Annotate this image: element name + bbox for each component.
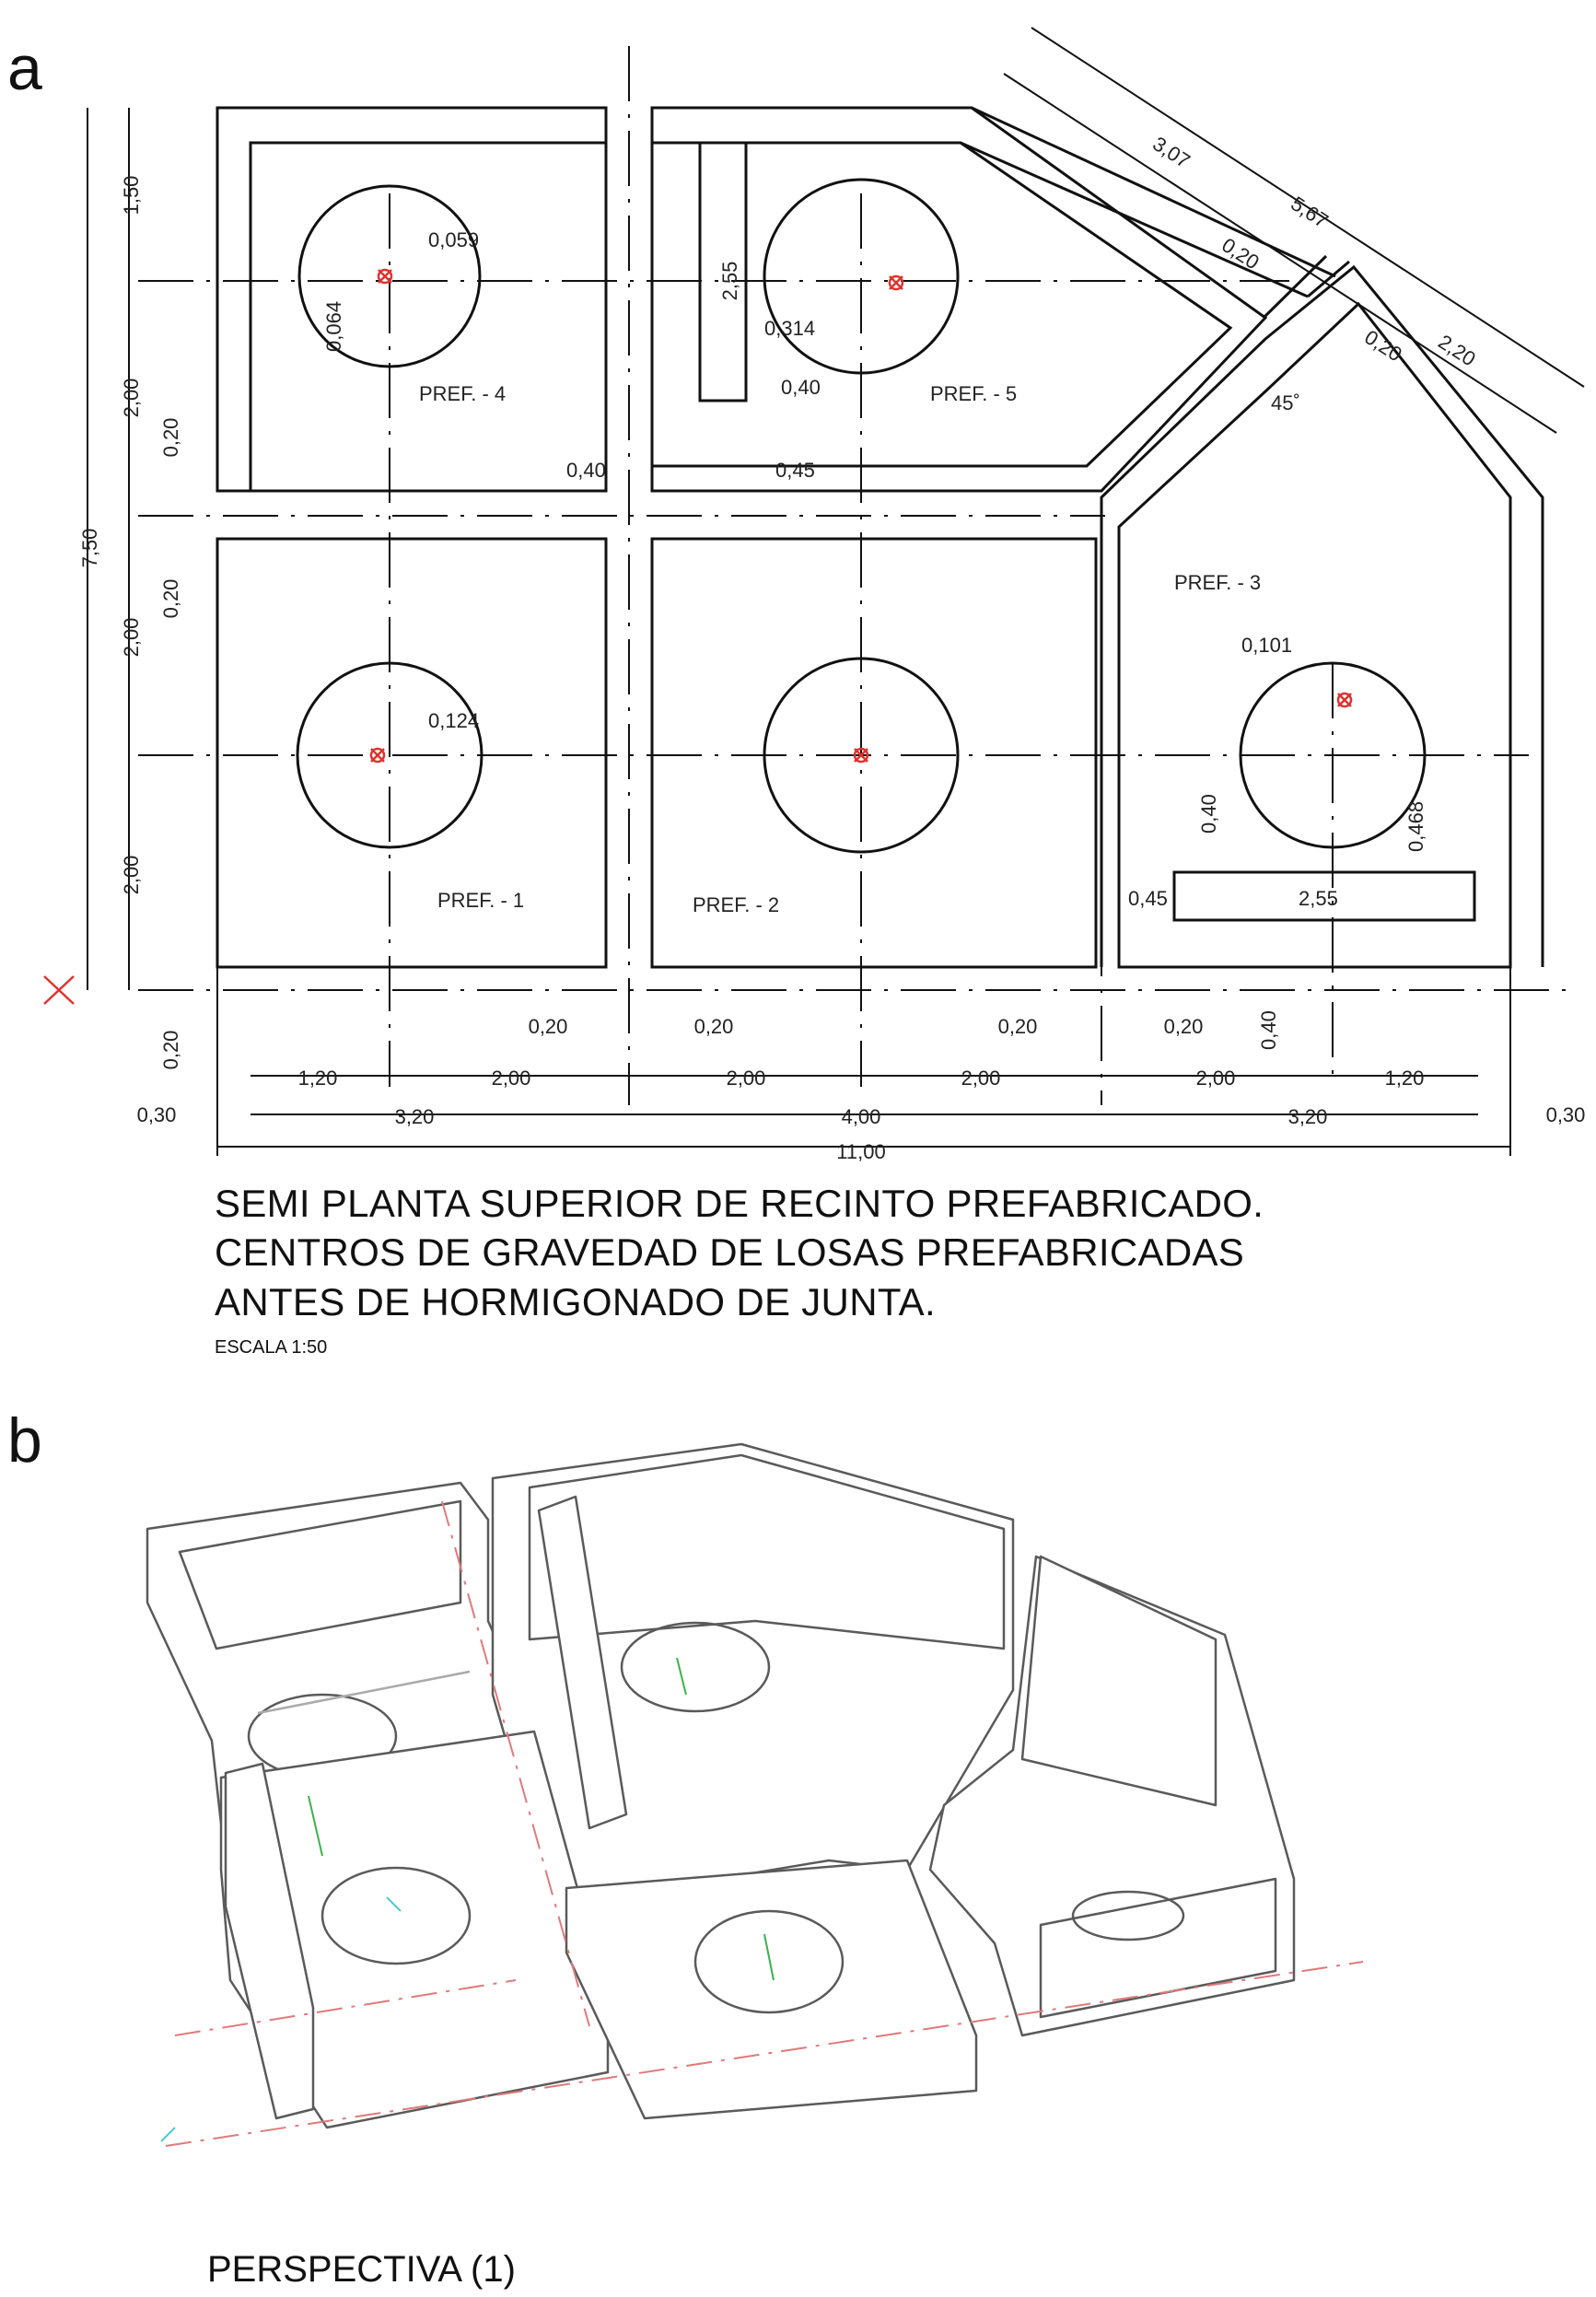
title-line-2: CENTROS DE GRAVEDAD DE LOSAS PREFABRICADAS [215,1230,1245,1274]
dim-pref3-bottom-offset: 0,40 [1257,1010,1280,1050]
dim-pref3-wall-offset: 0,45 [1128,887,1168,910]
label-pref2: PREF. - 2 [693,893,780,916]
dim-edge-left: 0,30 [136,1103,177,1126]
dim-cg-pref3-y: 0,468 [1404,800,1427,852]
origin-marker [44,976,74,1004]
dim-overall-width: 11,00 [836,1140,886,1163]
dim-bm-1: 2,00 [961,1067,1001,1090]
dim-cg-pref4-y: 0,064 [322,300,345,352]
title-line-3: ANTES DE HORMIGONADO DE JUNTA. [215,1280,936,1323]
dim-bl-0: 1,20 [297,1067,338,1090]
dim-cg-pref3-x: 0,101 [1241,634,1293,657]
pref5-back-wall [530,1455,1004,1649]
perspective-drawing [0,1391,1596,2238]
dim-wall-length: 2,55 [718,261,741,301]
dim-cg-pref5: 0,314 [764,317,816,340]
dim-span-left: 3,20 [394,1105,435,1128]
dim-pref3-wall-length: 2,55 [1299,887,1338,910]
panel-a-letter: a [7,33,42,103]
dim-left-v3: 2,00 [120,855,143,895]
dim-cg-pref4-x: 0,059 [428,228,480,251]
pref3-outer [1119,304,1510,967]
dim-joint-2: 0,20 [997,1015,1038,1038]
pref2-body [566,1860,976,2118]
pref5-inner [652,143,1230,466]
dim-span-mid: 4,00 [841,1105,881,1128]
dim-diagonal-upper: 3,07 [1148,132,1194,173]
pref1-cg-marker [371,749,384,762]
pref4-cg-marker [379,270,391,283]
dim-bm-0: 2,00 [726,1067,766,1090]
dim-left-j0: 0,20 [159,417,182,458]
title-line-1: SEMI PLANTA SUPERIOR DE RECINTO PREFABRICADO. [215,1182,1264,1225]
dim-cg-pref1: 0,124 [428,709,480,732]
scale-label: ESCALA 1:50 [215,1337,328,1358]
pref4-outer [217,108,606,491]
dim-diagonal-joint-b: 0,20 [1360,325,1406,367]
dim-left-v2: 2,00 [120,617,143,658]
dim-diagonal-lower: 2,20 [1434,330,1480,371]
dim-bl-1: 2,00 [491,1067,531,1090]
dim-wall-thickness-top: 0,40 [566,459,606,482]
dim-left-v1: 2,00 [120,378,143,418]
dim-wall-offset-side: 0,45 [775,459,815,482]
panel-b-letter: b [7,1405,42,1475]
pref3-joint [1101,267,1543,967]
dim-br-1: 1,20 [1384,1067,1425,1090]
label-pref5: PREF. - 5 [930,382,1018,405]
dim-edge-right: 0,30 [1545,1103,1586,1126]
dim-left-v0: 1,50 [120,175,143,216]
dim-angle: 45˚ [1271,391,1300,414]
dim-left-j1: 0,20 [159,578,182,619]
dim-br-0: 2,00 [1195,1067,1236,1090]
dim-left-j2: 0,20 [159,1030,182,1070]
perspective-caption: PERSPECTIVA (1) [207,2249,516,2290]
dim-pref3-wall-width: 0,40 [1197,794,1220,834]
pref3-cg-marker [1338,694,1351,706]
pref1-slab [217,539,606,967]
dim-diagonal-total: 5,67 [1287,192,1333,233]
dim-joint-3: 0,20 [1163,1015,1204,1038]
dim-diagonal-joint-a: 0,20 [1217,233,1264,274]
dim-overall-height: 7,50 [78,528,101,568]
label-pref3: PREF. - 3 [1174,571,1262,594]
dim-joint-1: 0,20 [693,1015,734,1038]
label-pref4: PREF. - 4 [419,382,507,405]
dim-span-right: 3,20 [1287,1105,1328,1128]
label-pref1: PREF. - 1 [437,889,525,912]
dim-joint-0: 0,20 [528,1015,568,1038]
dim-wall-offset-top: 0,40 [781,376,821,399]
pref5-cg-marker [890,276,903,289]
